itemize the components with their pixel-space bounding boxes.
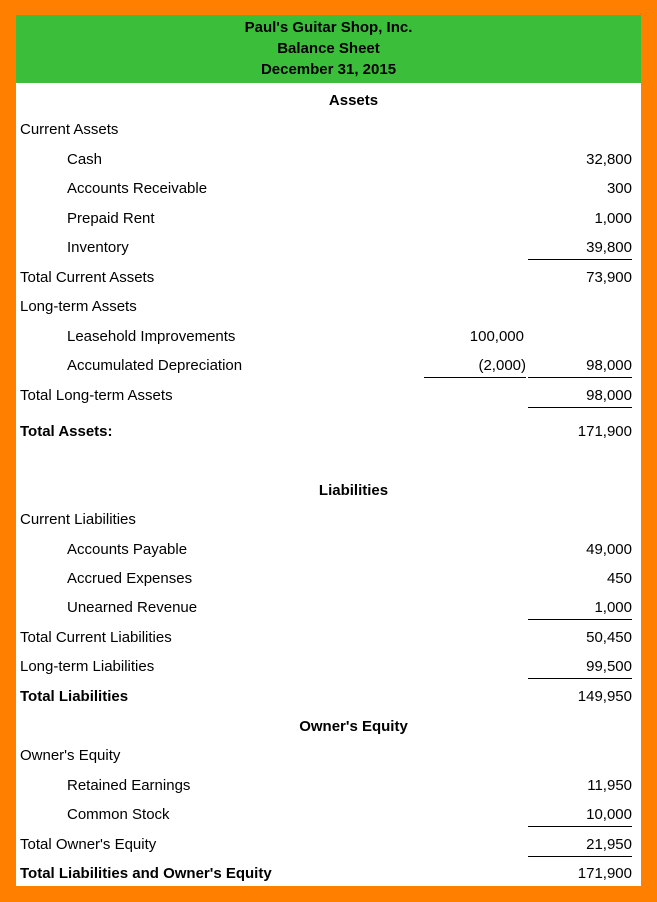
current-liabilities-heading: Current Liabilities [20,511,136,528]
total-current-liabilities-row [16,627,641,649]
total-equity-label: Total Owner's Equity [20,836,157,853]
current-assets-heading-row [16,119,641,141]
payable-value: 49,000 [586,541,632,558]
accrued-value: 450 [606,570,632,587]
unearned-value: 1,000 [528,597,632,620]
receivable-label: Accounts Receivable [67,180,208,197]
total-assets-label: Total Assets: [20,423,113,440]
cash-row [16,149,641,171]
longterm-liabilities-row [16,656,641,678]
liabilities-heading-row [16,480,641,502]
total-assets-value: 171,900 [577,423,632,440]
total-liabilities-label: Total Liabilities [20,688,129,705]
receivable-value: 300 [606,180,632,197]
equity-heading-row [16,716,641,738]
equity-subheading: Owner's Equity [20,747,121,764]
total-current-assets-value: 73,900 [586,269,632,286]
equity-subheading-row [16,745,641,767]
total-equity-value: 21,950 [528,834,632,857]
retained-earnings-label: Retained Earnings [67,777,191,794]
grand-total-row [16,863,641,885]
longterm-liabilities-label: Long-term Liabilities [20,658,155,675]
report-title: Balance Sheet [277,40,380,57]
inventory-label: Inventory [67,239,129,256]
longterm-assets-heading-row [16,296,641,318]
common-stock-value: 10,000 [528,804,632,827]
assets-heading: Assets [328,92,379,109]
depreciation-row [16,355,641,377]
total-equity-row [16,834,641,856]
grand-total-label: Total Liabilities and Owner's Equity [20,865,272,882]
total-longterm-assets-value: 98,000 [528,385,632,408]
cash-label: Cash [67,151,103,168]
net-leasehold-value: 98,000 [528,355,632,378]
total-liabilities-value: 149,950 [577,688,632,705]
prepaid-row [16,208,641,230]
accrued-row [16,568,641,590]
prepaid-value: 1,000 [594,210,632,227]
common-stock-label: Common Stock [67,806,170,823]
cash-value: 32,800 [586,151,632,168]
inventory-row [16,237,641,259]
total-longterm-assets-row [16,385,641,407]
report-date: December 31, 2015 [260,61,397,78]
total-longterm-assets-label: Total Long-term Assets [20,387,173,404]
total-current-liabilities-value: 50,450 [586,629,632,646]
receivable-row [16,178,641,200]
current-liabilities-heading-row [16,509,641,531]
equity-heading: Owner's Equity [299,718,408,735]
inventory-value: 39,800 [528,237,632,260]
prepaid-label: Prepaid Rent [67,210,155,227]
accrued-label: Accrued Expenses [67,570,193,587]
sheet-header [16,15,641,83]
total-current-assets-label: Total Current Assets [20,269,155,286]
leasehold-row [16,326,641,348]
common-stock-row [16,804,641,826]
payable-label: Accounts Payable [67,541,188,558]
current-assets-heading: Current Assets [20,121,119,138]
total-liabilities-row [16,686,641,708]
balance-sheet [16,15,641,886]
total-assets-row [16,421,641,443]
depreciation-label: Accumulated Depreciation [67,357,243,374]
longterm-assets-heading: Long-term Assets [20,298,137,315]
leasehold-label: Leasehold Improvements [67,328,236,345]
company-name: Paul's Guitar Shop, Inc. [244,19,413,36]
total-current-assets-row [16,267,641,289]
leasehold-value: 100,000 [469,328,524,345]
unearned-row [16,597,641,619]
liabilities-heading: Liabilities [318,482,389,499]
retained-earnings-value: 11,950 [587,777,632,794]
total-current-liabilities-label: Total Current Liabilities [20,629,172,646]
longterm-liabilities-value: 99,500 [528,656,632,679]
retained-earnings-row [16,775,641,797]
assets-heading-row [16,90,641,112]
payable-row [16,539,641,561]
depreciation-value: (2,000) [424,355,526,378]
unearned-label: Unearned Revenue [67,599,198,616]
grand-total-value: 171,900 [577,865,632,882]
